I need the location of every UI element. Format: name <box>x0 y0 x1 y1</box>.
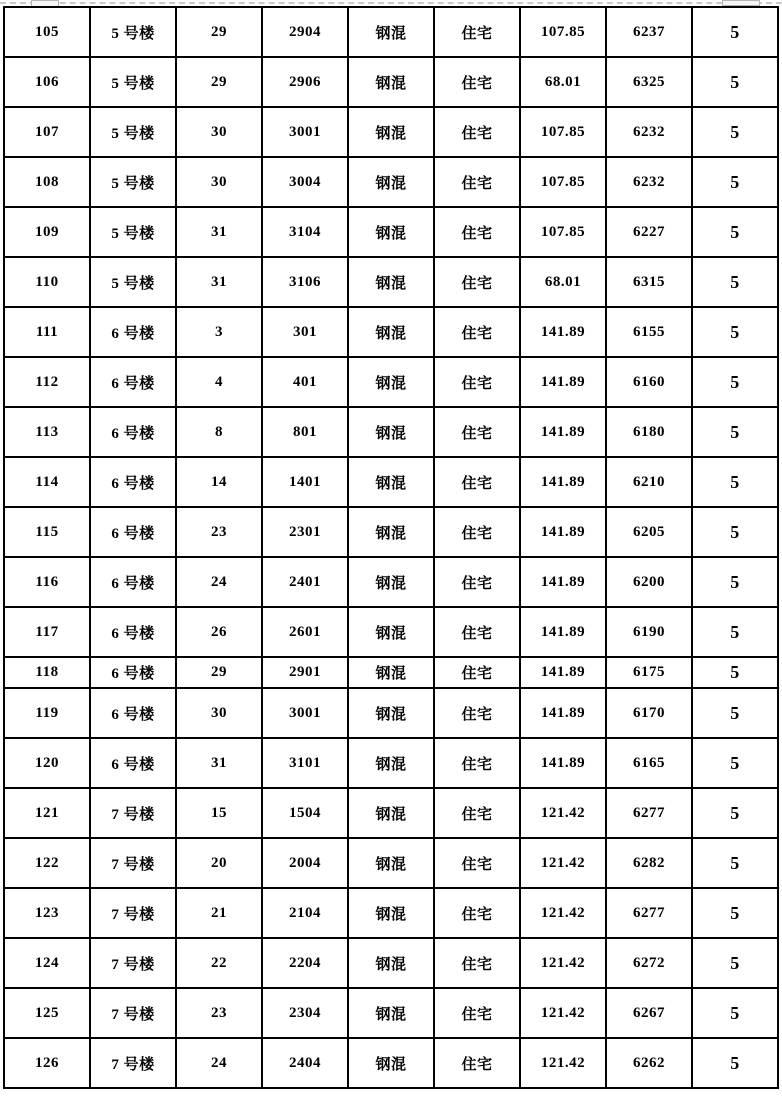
cell: 7 号楼 <box>90 938 176 988</box>
table-row <box>4 557 778 607</box>
page-break-dashed-line <box>0 2 782 4</box>
cell: 6227 <box>606 207 692 257</box>
cell: 6170 <box>606 688 692 738</box>
cell: 6267 <box>606 988 692 1038</box>
cell: 钢混 <box>348 107 434 157</box>
cell: 119 <box>4 688 90 738</box>
cell: 141.89 <box>520 688 606 738</box>
cell: 30 <box>176 688 262 738</box>
cell: 1401 <box>262 457 348 507</box>
cell: 5 <box>692 207 778 257</box>
cell: 5 <box>692 988 778 1038</box>
cell: 106 <box>4 57 90 107</box>
table-row <box>4 788 778 838</box>
cell: 121.42 <box>520 1038 606 1088</box>
table-row <box>4 307 778 357</box>
table-row <box>4 507 778 557</box>
cell: 钢混 <box>348 507 434 557</box>
table-row <box>4 688 778 738</box>
cell: 钢混 <box>348 888 434 938</box>
cell: 2904 <box>262 7 348 57</box>
cell: 107.85 <box>520 157 606 207</box>
cell: 住宅 <box>434 157 520 207</box>
cell: 7 号楼 <box>90 788 176 838</box>
cell: 6277 <box>606 888 692 938</box>
cell: 30 <box>176 157 262 207</box>
cell: 3004 <box>262 157 348 207</box>
cell: 801 <box>262 407 348 457</box>
cell: 31 <box>176 257 262 307</box>
cell: 5 <box>692 457 778 507</box>
table-row <box>4 357 778 407</box>
cell: 107.85 <box>520 107 606 157</box>
cell: 6262 <box>606 1038 692 1088</box>
cell: 5 号楼 <box>90 57 176 107</box>
cell: 钢混 <box>348 357 434 407</box>
table-row <box>4 457 778 507</box>
cell: 6 号楼 <box>90 688 176 738</box>
cell: 2304 <box>262 988 348 1038</box>
table-row <box>4 107 778 157</box>
cell: 5 号楼 <box>90 257 176 307</box>
table-row <box>4 257 778 307</box>
cell: 5 <box>692 407 778 457</box>
cell: 5 <box>692 307 778 357</box>
cell: 3001 <box>262 688 348 738</box>
cell: 住宅 <box>434 657 520 688</box>
cell: 5 <box>692 607 778 657</box>
cell: 住宅 <box>434 888 520 938</box>
cell: 107 <box>4 107 90 157</box>
table-row <box>4 988 778 1038</box>
cell: 5 号楼 <box>90 207 176 257</box>
cell: 住宅 <box>434 207 520 257</box>
cell: 15 <box>176 788 262 838</box>
cell: 住宅 <box>434 938 520 988</box>
cell: 120 <box>4 738 90 788</box>
cell: 钢混 <box>348 657 434 688</box>
cell: 3101 <box>262 738 348 788</box>
cell: 5 号楼 <box>90 107 176 157</box>
cell: 5 <box>692 507 778 557</box>
table-row <box>4 407 778 457</box>
table-body <box>4 7 778 1088</box>
cell: 29 <box>176 57 262 107</box>
cell: 5 <box>692 888 778 938</box>
cell: 住宅 <box>434 557 520 607</box>
table-row <box>4 157 778 207</box>
cell: 5 <box>692 938 778 988</box>
table-row <box>4 738 778 788</box>
cell: 107.85 <box>520 7 606 57</box>
cell: 6 号楼 <box>90 307 176 357</box>
cell: 2204 <box>262 938 348 988</box>
cell: 301 <box>262 307 348 357</box>
cell: 141.89 <box>520 307 606 357</box>
cell: 29 <box>176 657 262 688</box>
cell: 110 <box>4 257 90 307</box>
cell: 141.89 <box>520 607 606 657</box>
cell: 2601 <box>262 607 348 657</box>
cell: 116 <box>4 557 90 607</box>
cell: 23 <box>176 507 262 557</box>
cell: 114 <box>4 457 90 507</box>
cell: 钢混 <box>348 1038 434 1088</box>
cell: 2104 <box>262 888 348 938</box>
cell: 121 <box>4 788 90 838</box>
cell: 5 <box>692 1038 778 1088</box>
cell: 2401 <box>262 557 348 607</box>
cell: 23 <box>176 988 262 1038</box>
cell: 钢混 <box>348 7 434 57</box>
cell: 6232 <box>606 107 692 157</box>
cell: 141.89 <box>520 557 606 607</box>
table-row <box>4 7 778 57</box>
cell: 住宅 <box>434 257 520 307</box>
cell: 6 号楼 <box>90 457 176 507</box>
cell: 住宅 <box>434 7 520 57</box>
cell: 7 号楼 <box>90 988 176 1038</box>
cell: 117 <box>4 607 90 657</box>
cell: 401 <box>262 357 348 407</box>
cell: 钢混 <box>348 788 434 838</box>
cell: 4 <box>176 357 262 407</box>
cell: 31 <box>176 738 262 788</box>
cell: 住宅 <box>434 738 520 788</box>
cell: 118 <box>4 657 90 688</box>
cell: 6277 <box>606 788 692 838</box>
table-row <box>4 607 778 657</box>
table-row <box>4 657 778 688</box>
cell: 钢混 <box>348 407 434 457</box>
table-row <box>4 57 778 107</box>
cell: 6155 <box>606 307 692 357</box>
cell: 住宅 <box>434 838 520 888</box>
cell: 6200 <box>606 557 692 607</box>
cell: 68.01 <box>520 257 606 307</box>
cell: 30 <box>176 107 262 157</box>
cell: 钢混 <box>348 988 434 1038</box>
cell: 住宅 <box>434 988 520 1038</box>
cell: 5 <box>692 7 778 57</box>
cell: 5 <box>692 257 778 307</box>
table-row <box>4 1038 778 1088</box>
table-row <box>4 207 778 257</box>
cell: 3106 <box>262 257 348 307</box>
cell: 5 <box>692 788 778 838</box>
cell: 3104 <box>262 207 348 257</box>
cell: 2901 <box>262 657 348 688</box>
cell: 5 <box>692 157 778 207</box>
cell: 22 <box>176 938 262 988</box>
cell: 5 <box>692 657 778 688</box>
cell: 6232 <box>606 157 692 207</box>
cell: 钢混 <box>348 938 434 988</box>
cell: 5 <box>692 738 778 788</box>
cell: 3 <box>176 307 262 357</box>
cell: 3001 <box>262 107 348 157</box>
cell: 住宅 <box>434 307 520 357</box>
cell: 31 <box>176 207 262 257</box>
cell: 29 <box>176 7 262 57</box>
cell: 6205 <box>606 507 692 557</box>
cell: 住宅 <box>434 457 520 507</box>
cell: 141.89 <box>520 457 606 507</box>
cell: 6 号楼 <box>90 407 176 457</box>
cell: 8 <box>176 407 262 457</box>
cell: 住宅 <box>434 607 520 657</box>
cell: 14 <box>176 457 262 507</box>
cell: 122 <box>4 838 90 888</box>
cell: 6237 <box>606 7 692 57</box>
cell: 2404 <box>262 1038 348 1088</box>
cell: 钢混 <box>348 838 434 888</box>
cell: 111 <box>4 307 90 357</box>
cell: 7 号楼 <box>90 838 176 888</box>
cell: 钢混 <box>348 457 434 507</box>
cell: 住宅 <box>434 407 520 457</box>
cell: 6 号楼 <box>90 357 176 407</box>
cell: 7 号楼 <box>90 888 176 938</box>
cell: 6 号楼 <box>90 657 176 688</box>
cell: 2004 <box>262 838 348 888</box>
cell: 5 号楼 <box>90 157 176 207</box>
cell: 141.89 <box>520 357 606 407</box>
cell: 钢混 <box>348 207 434 257</box>
cell: 121.42 <box>520 838 606 888</box>
cell: 24 <box>176 557 262 607</box>
cell: 5 <box>692 838 778 888</box>
cell: 6315 <box>606 257 692 307</box>
cell: 6175 <box>606 657 692 688</box>
cell: 钢混 <box>348 307 434 357</box>
cell: 2301 <box>262 507 348 557</box>
cell: 6210 <box>606 457 692 507</box>
cell: 105 <box>4 7 90 57</box>
cell: 5 号楼 <box>90 7 176 57</box>
cell: 26 <box>176 607 262 657</box>
cell: 7 号楼 <box>90 1038 176 1088</box>
cell: 6 号楼 <box>90 607 176 657</box>
cell: 6180 <box>606 407 692 457</box>
cell: 住宅 <box>434 788 520 838</box>
cell: 112 <box>4 357 90 407</box>
cell: 6 号楼 <box>90 507 176 557</box>
cell: 住宅 <box>434 357 520 407</box>
cell: 21 <box>176 888 262 938</box>
cell: 钢混 <box>348 607 434 657</box>
cell: 钢混 <box>348 557 434 607</box>
cell: 141.89 <box>520 657 606 688</box>
cell: 住宅 <box>434 57 520 107</box>
cell: 123 <box>4 888 90 938</box>
cell: 2906 <box>262 57 348 107</box>
cell: 5 <box>692 357 778 407</box>
table-row <box>4 938 778 988</box>
table-row <box>4 888 778 938</box>
cell: 141.89 <box>520 407 606 457</box>
cell: 6272 <box>606 938 692 988</box>
cell: 124 <box>4 938 90 988</box>
cell: 126 <box>4 1038 90 1088</box>
cell: 109 <box>4 207 90 257</box>
units-table <box>3 6 779 1089</box>
cell: 108 <box>4 157 90 207</box>
cell: 141.89 <box>520 738 606 788</box>
cell: 住宅 <box>434 507 520 557</box>
cell: 住宅 <box>434 688 520 738</box>
cell: 6 号楼 <box>90 738 176 788</box>
cell: 住宅 <box>434 107 520 157</box>
cell: 1504 <box>262 788 348 838</box>
cell: 住宅 <box>434 1038 520 1088</box>
cell: 141.89 <box>520 507 606 557</box>
cell: 107.85 <box>520 207 606 257</box>
cell: 115 <box>4 507 90 557</box>
cell: 121.42 <box>520 888 606 938</box>
cell: 6160 <box>606 357 692 407</box>
cell: 6325 <box>606 57 692 107</box>
cell: 钢混 <box>348 257 434 307</box>
cell: 68.01 <box>520 57 606 107</box>
cell: 钢混 <box>348 738 434 788</box>
cell: 125 <box>4 988 90 1038</box>
cell: 121.42 <box>520 788 606 838</box>
table-row <box>4 838 778 888</box>
cell: 钢混 <box>348 57 434 107</box>
cell: 5 <box>692 557 778 607</box>
cell: 6190 <box>606 607 692 657</box>
cell: 121.42 <box>520 988 606 1038</box>
cell: 6282 <box>606 838 692 888</box>
cell: 24 <box>176 1038 262 1088</box>
cell: 6 号楼 <box>90 557 176 607</box>
cell: 5 <box>692 57 778 107</box>
cell: 20 <box>176 838 262 888</box>
cell: 6165 <box>606 738 692 788</box>
cell: 钢混 <box>348 688 434 738</box>
cell: 钢混 <box>348 157 434 207</box>
cell: 5 <box>692 688 778 738</box>
cell: 5 <box>692 107 778 157</box>
cell: 113 <box>4 407 90 457</box>
cell: 121.42 <box>520 938 606 988</box>
